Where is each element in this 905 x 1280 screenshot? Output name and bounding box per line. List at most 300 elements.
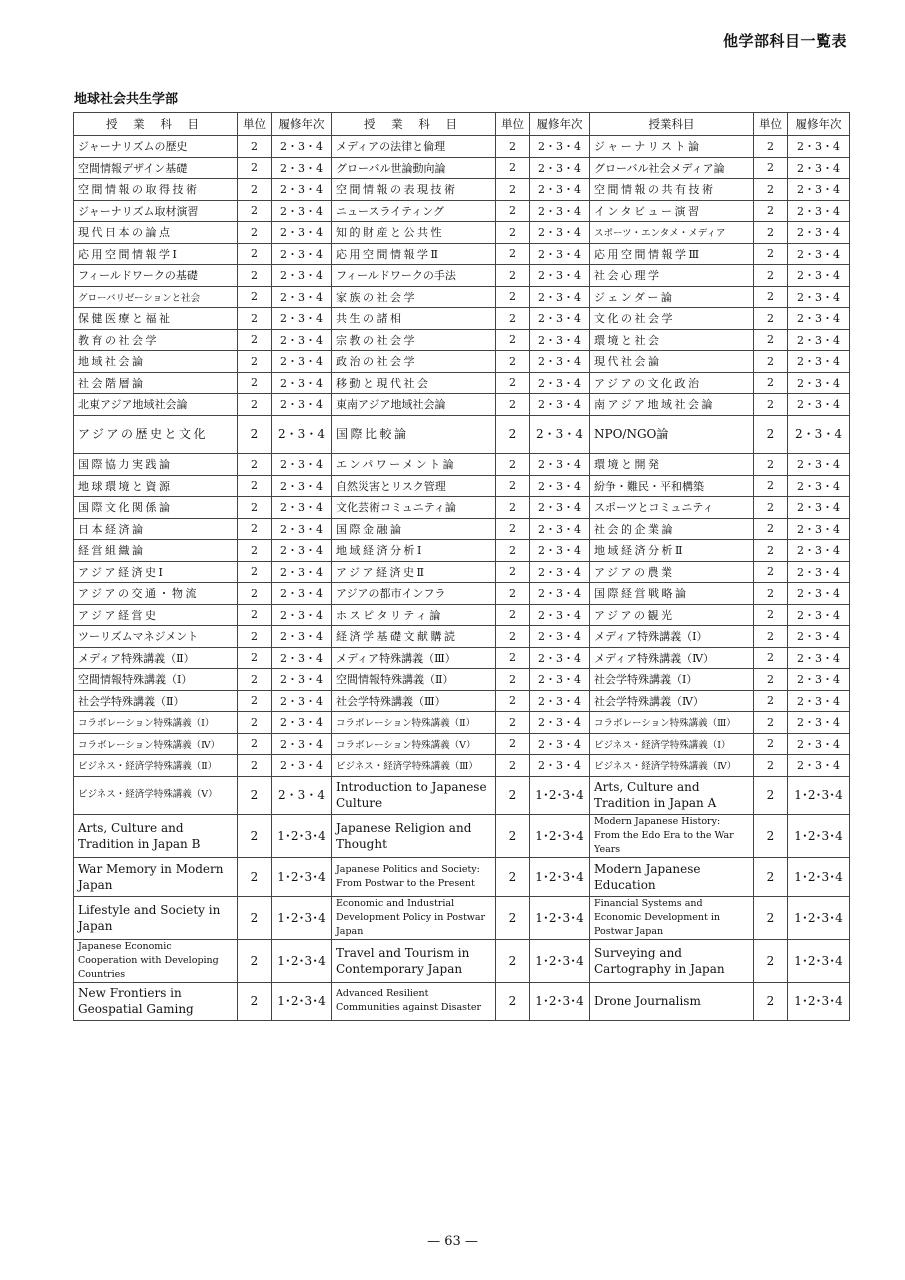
course-units-cell: 2 [238,200,272,222]
course-units-cell: 2 [754,454,788,476]
course-units-cell: 2 [496,858,530,897]
course-units-cell: 2 [238,896,272,939]
header-subject: 授業科目 [590,113,754,136]
course-name-cell: 南アジア地域社会論 [590,394,754,416]
course-units-cell: 2 [238,540,272,562]
header-year: 履修年次 [788,113,850,136]
course-name-cell: 文化の社会学 [590,308,754,330]
course-units-cell: 2 [754,308,788,330]
course-year-cell: 2・3・4 [788,265,850,287]
course-name-cell: 空間情報デザイン基礎 [74,157,238,179]
course-units-cell: 2 [754,222,788,244]
course-name-cell: 応用空間情報学Ⅰ [74,243,238,265]
course-name-cell: ホスピタリティ論 [332,604,496,626]
course-year-cell: 2・3・4 [272,265,332,287]
course-name-cell: ツーリズムマネジメント [74,626,238,648]
header-units: 単位 [754,113,788,136]
course-name-cell: 社会階層論 [74,372,238,394]
course-year-cell: 2・3・4 [530,454,590,476]
course-name-cell: スポーツ・エンタメ・メディア [590,222,754,244]
course-year-cell: 2・3・4 [530,604,590,626]
table-row [74,647,850,669]
course-name-cell: フィールドワークの基礎 [74,265,238,287]
course-year-cell: 2・3・4 [272,776,332,815]
course-units-cell: 2 [496,540,530,562]
course-name-cell: 空間情報特殊講義（Ⅰ） [74,669,238,691]
course-name-cell: コラボレーション特殊講義（Ⅳ） [74,733,238,755]
course-name-cell: War Memory in Modern Japan [74,858,238,897]
course-name-cell: Drone Journalism [590,982,754,1021]
course-year-cell: 2・3・4 [272,712,332,734]
course-units-cell: 2 [754,372,788,394]
course-year-cell: 2・3・4 [530,626,590,648]
course-name-cell: 社会学特殊講義（Ⅱ） [74,690,238,712]
course-units-cell: 2 [238,475,272,497]
course-units-cell: 2 [754,712,788,734]
course-year-cell: 2・3・4 [530,157,590,179]
course-year-cell: 2・3・4 [788,475,850,497]
course-name-cell: 宗教の社会学 [332,329,496,351]
table-row [74,669,850,691]
course-year-cell: 2・3・4 [272,286,332,308]
course-units-cell: 2 [496,712,530,734]
course-year-cell: 2・3・4 [788,690,850,712]
course-units-cell: 2 [238,982,272,1021]
course-units-cell: 2 [754,329,788,351]
course-units-cell: 2 [238,308,272,330]
course-name-cell: 環境と開発 [590,454,754,476]
table-row [74,604,850,626]
header-units: 単位 [238,113,272,136]
course-units-cell: 2 [496,518,530,540]
course-units-cell: 2 [238,583,272,605]
course-year-cell: 2・3・4 [788,497,850,519]
table-row [74,329,850,351]
course-units-cell: 2 [238,561,272,583]
course-units-cell: 2 [754,669,788,691]
course-units-cell: 2 [238,286,272,308]
course-year-cell: 1･2･3･4 [530,815,590,858]
course-year-cell: 2・3・4 [272,497,332,519]
course-year-cell: 2・3・4 [530,415,590,454]
course-name-cell: グローバル社会メディア論 [590,157,754,179]
course-units-cell: 2 [496,690,530,712]
course-year-cell: 2・3・4 [272,179,332,201]
course-units-cell: 2 [754,815,788,858]
course-name-cell: Modern Japanese History: From the Edo Era to the War Years [590,815,754,858]
course-name-cell: 国際比較論 [332,415,496,454]
course-name-cell: 教育の社会学 [74,329,238,351]
course-units-cell: 2 [238,669,272,691]
course-name-cell: Advanced Resilient Communities against Disaster [332,982,496,1021]
course-name-cell: 日本経済論 [74,518,238,540]
course-year-cell: 1･2･3･4 [272,982,332,1021]
course-year-cell: 2・3・4 [530,372,590,394]
course-units-cell: 2 [754,982,788,1021]
course-year-cell: 2・3・4 [272,308,332,330]
course-name-cell: 社会心理学 [590,265,754,287]
course-name-cell: 現代社会論 [590,351,754,373]
course-units-cell: 2 [754,858,788,897]
course-units-cell: 2 [496,157,530,179]
course-name-cell: 共生の諸相 [332,308,496,330]
course-name-cell: 地球環境と資源 [74,475,238,497]
course-units-cell: 2 [238,776,272,815]
course-year-cell: 2・3・4 [530,329,590,351]
course-year-cell: 2・3・4 [530,561,590,583]
course-units-cell: 2 [496,561,530,583]
course-year-cell: 2・3・4 [788,222,850,244]
course-year-cell: 2・3・4 [530,497,590,519]
page-number: — 63 — [427,1234,478,1249]
course-year-cell: 2・3・4 [272,200,332,222]
table-row [74,351,850,373]
course-units-cell: 2 [238,136,272,158]
course-year-cell: 2・3・4 [272,222,332,244]
table-row [74,561,850,583]
course-name-cell: メディア特殊講義（Ⅱ） [74,647,238,669]
course-units-cell: 2 [496,136,530,158]
course-name-cell: Arts, Culture and Tradition in Japan B [74,815,238,858]
course-year-cell: 2・3・4 [788,136,850,158]
course-name-cell: Travel and Tourism in Contemporary Japan [332,939,496,982]
course-name-cell: ビジネス・経済学特殊講義（Ⅴ） [74,776,238,815]
course-units-cell: 2 [496,896,530,939]
course-year-cell: 2・3・4 [530,179,590,201]
course-name-cell: コラボレーション特殊講義（Ⅲ） [590,712,754,734]
course-name-cell: 現代日本の論点 [74,222,238,244]
course-name-cell: アジアの文化政治 [590,372,754,394]
course-name-cell: 空間情報の表現技術 [332,179,496,201]
course-year-cell: 2・3・4 [530,733,590,755]
course-name-cell: ジャーナリズムの歴史 [74,136,238,158]
course-year-cell: 2・3・4 [788,308,850,330]
course-year-cell: 1･2･3･4 [788,815,850,858]
course-name-cell: メディアの法律と倫理 [332,136,496,158]
course-units-cell: 2 [496,200,530,222]
course-name-cell: エンパワーメント論 [332,454,496,476]
course-year-cell: 2・3・4 [788,583,850,605]
course-name-cell: 政治の社会学 [332,351,496,373]
course-year-cell: 2・3・4 [272,755,332,777]
course-units-cell: 2 [496,243,530,265]
course-name-cell: 応用空間情報学Ⅱ [332,243,496,265]
course-units-cell: 2 [238,604,272,626]
table-row [74,755,850,777]
faculty-section-title: 地球社会共生学部 [74,92,179,107]
course-year-cell: 2・3・4 [530,265,590,287]
course-units-cell: 2 [238,454,272,476]
course-units-cell: 2 [238,647,272,669]
course-name-cell: 社会学特殊講義（Ⅰ） [590,669,754,691]
course-units-cell: 2 [238,394,272,416]
course-units-cell: 2 [496,222,530,244]
course-year-cell: 2・3・4 [272,669,332,691]
course-year-cell: 1･2･3･4 [530,896,590,939]
course-units-cell: 2 [754,776,788,815]
course-name-cell: 知的財産と公共性 [332,222,496,244]
course-name-cell: Japanese Economic Cooperation with Developing Countries [74,939,238,982]
header-subject: 授 業 科 目 [332,113,496,136]
course-units-cell: 2 [496,415,530,454]
course-units-cell: 2 [496,669,530,691]
course-year-cell: 2・3・4 [788,372,850,394]
course-name-cell: 北東アジア地域社会論 [74,394,238,416]
course-name-cell: NPO/NGO論 [590,415,754,454]
course-units-cell: 2 [754,604,788,626]
course-name-cell: 経済学基礎文献購読 [332,626,496,648]
course-units-cell: 2 [496,179,530,201]
course-name-cell: ビジネス・経済学特殊講義（Ⅲ） [332,755,496,777]
course-name-cell: 環境と社会 [590,329,754,351]
course-year-cell: 1･2･3･4 [530,939,590,982]
course-year-cell: 2・3・4 [272,604,332,626]
course-year-cell: 1･2･3･4 [272,939,332,982]
course-year-cell: 2・3・4 [788,626,850,648]
course-units-cell: 2 [754,286,788,308]
table-row [74,712,850,734]
course-name-cell: Economic and Industrial Development Policy in Postwar Japan [332,896,496,939]
course-units-cell: 2 [496,497,530,519]
course-units-cell: 2 [496,626,530,648]
course-units-cell: 2 [238,712,272,734]
course-name-cell: Surveying and Cartography in Japan [590,939,754,982]
course-year-cell: 2・3・4 [788,733,850,755]
course-units-cell: 2 [496,308,530,330]
course-units-cell: 2 [754,540,788,562]
course-year-cell: 2・3・4 [530,755,590,777]
course-units-cell: 2 [238,415,272,454]
course-name-cell: Financial Systems and Economic Development in Postwar Japan [590,896,754,939]
course-year-cell: 2・3・4 [788,179,850,201]
course-name-cell: アジアの交通・物流 [74,583,238,605]
header-year: 履修年次 [272,113,332,136]
course-units-cell: 2 [496,982,530,1021]
header-units: 単位 [496,113,530,136]
course-year-cell: 2・3・4 [272,454,332,476]
course-units-cell: 2 [754,136,788,158]
table-row [74,243,850,265]
table-row [74,540,850,562]
course-units-cell: 2 [496,286,530,308]
course-year-cell: 2・3・4 [788,669,850,691]
course-name-cell: アジアの観光 [590,604,754,626]
course-name-cell: グローバル世論動向論 [332,157,496,179]
course-units-cell: 2 [754,497,788,519]
course-units-cell: 2 [238,690,272,712]
course-name-cell: フィールドワークの手法 [332,265,496,287]
course-year-cell: 2・3・4 [272,372,332,394]
course-year-cell: 1･2･3･4 [272,896,332,939]
table-row [74,626,850,648]
course-name-cell: 国際金融論 [332,518,496,540]
course-units-cell: 2 [496,733,530,755]
course-name-cell: 社会学特殊講義（Ⅳ） [590,690,754,712]
course-name-cell: ジャーナリスト論 [590,136,754,158]
course-units-cell: 2 [754,690,788,712]
course-year-cell: 1･2･3･4 [530,776,590,815]
course-year-cell: 1･2･3･4 [788,982,850,1021]
course-name-cell: アジア経済史Ⅰ [74,561,238,583]
course-year-cell: 1･2･3･4 [272,858,332,897]
course-units-cell: 2 [754,755,788,777]
course-name-cell: Arts, Culture and Tradition in Japan A [590,776,754,815]
course-units-cell: 2 [754,626,788,648]
course-year-cell: 2・3・4 [272,690,332,712]
course-name-cell: アジアの都市インフラ [332,583,496,605]
course-units-cell: 2 [238,755,272,777]
course-units-cell: 2 [496,776,530,815]
course-units-cell: 2 [496,475,530,497]
course-year-cell: 2・3・4 [272,626,332,648]
course-name-cell: メディア特殊講義（Ⅰ） [590,626,754,648]
course-name-cell: 地域社会論 [74,351,238,373]
course-name-cell: 国際文化関係論 [74,497,238,519]
course-units-cell: 2 [496,939,530,982]
course-year-cell: 2・3・4 [272,733,332,755]
course-units-cell: 2 [496,394,530,416]
table-row [74,733,850,755]
course-units-cell: 2 [238,497,272,519]
course-units-cell: 2 [496,265,530,287]
course-year-cell: 2・3・4 [788,518,850,540]
course-name-cell: 応用空間情報学Ⅲ [590,243,754,265]
course-units-cell: 2 [754,157,788,179]
course-name-cell: アジア経営史 [74,604,238,626]
course-year-cell: 2・3・4 [788,454,850,476]
course-year-cell: 2・3・4 [530,712,590,734]
course-units-cell: 2 [238,858,272,897]
course-year-cell: 1･2･3･4 [788,858,850,897]
course-year-cell: 2・3・4 [788,712,850,734]
course-name-cell: グローバリゼーションと社会 [74,286,238,308]
course-name-cell: 地域経済分析Ⅱ [590,540,754,562]
course-year-cell: 2・3・4 [788,157,850,179]
course-year-cell: 1･2･3･4 [530,858,590,897]
course-name-cell: スポーツとコミュニティ [590,497,754,519]
table-row [74,497,850,519]
course-year-cell: 2・3・4 [530,351,590,373]
course-units-cell: 2 [238,733,272,755]
course-year-cell: 2・3・4 [788,755,850,777]
course-units-cell: 2 [238,372,272,394]
course-name-cell: 東南アジア地域社会論 [332,394,496,416]
table-row [74,518,850,540]
course-year-cell: 2・3・4 [530,583,590,605]
course-units-cell: 2 [238,157,272,179]
table-row [74,939,850,982]
course-units-cell: 2 [754,415,788,454]
course-name-cell: 家族の社会学 [332,286,496,308]
course-name-cell: 経営組織論 [74,540,238,562]
course-year-cell: 1･2･3･4 [272,815,332,858]
course-year-cell: 2・3・4 [272,351,332,373]
course-name-cell: アジアの歴史と文化 [74,415,238,454]
course-year-cell: 2・3・4 [530,647,590,669]
course-units-cell: 2 [238,179,272,201]
course-name-cell: アジアの農業 [590,561,754,583]
course-year-cell: 2・3・4 [272,475,332,497]
course-units-cell: 2 [496,604,530,626]
course-name-cell: 空間情報特殊講義（Ⅱ） [332,669,496,691]
page-header-title: 他学部科目一覧表 [722,32,847,50]
course-year-cell: 2・3・4 [272,136,332,158]
course-name-cell: コラボレーション特殊講義（Ⅴ） [332,733,496,755]
header-year: 履修年次 [530,113,590,136]
course-name-cell: 自然災害とリスク管理 [332,475,496,497]
course-year-cell: 2・3・4 [530,200,590,222]
course-year-cell: 2・3・4 [788,351,850,373]
course-units-cell: 2 [496,351,530,373]
course-year-cell: 2・3・4 [272,518,332,540]
course-units-cell: 2 [754,394,788,416]
course-year-cell: 2・3・4 [272,415,332,454]
course-units-cell: 2 [238,351,272,373]
course-table [73,112,850,1021]
course-year-cell: 2・3・4 [530,690,590,712]
course-units-cell: 2 [754,939,788,982]
table-row [74,394,850,416]
course-name-cell: インタビュー演習 [590,200,754,222]
table-row [74,583,850,605]
course-year-cell: 2・3・4 [788,286,850,308]
course-units-cell: 2 [754,351,788,373]
course-units-cell: 2 [238,815,272,858]
course-name-cell: 保健医療と福祉 [74,308,238,330]
course-name-cell: ビジネス・経済学特殊講義（Ⅳ） [590,755,754,777]
course-units-cell: 2 [754,179,788,201]
course-units-cell: 2 [754,200,788,222]
course-name-cell: 移動と現代社会 [332,372,496,394]
course-name-cell: ジャーナリズム取材演習 [74,200,238,222]
course-name-cell: 社会学特殊講義（Ⅲ） [332,690,496,712]
course-name-cell: アジア経済史Ⅱ [332,561,496,583]
course-units-cell: 2 [496,454,530,476]
course-year-cell: 2・3・4 [788,394,850,416]
course-year-cell: 2・3・4 [530,540,590,562]
course-year-cell: 2・3・4 [788,243,850,265]
course-units-cell: 2 [496,815,530,858]
course-units-cell: 2 [754,243,788,265]
course-year-cell: 2・3・4 [788,540,850,562]
course-units-cell: 2 [238,265,272,287]
course-name-cell: 文化芸術コミュニティ論 [332,497,496,519]
course-name-cell: メディア特殊講義（Ⅲ） [332,647,496,669]
table-row [74,308,850,330]
course-units-cell: 2 [754,733,788,755]
course-units-cell: 2 [754,265,788,287]
table-row [74,858,850,897]
course-name-cell: コラボレーション特殊講義（Ⅱ） [332,712,496,734]
table-row [74,265,850,287]
table-row [74,200,850,222]
course-year-cell: 2・3・4 [530,475,590,497]
course-units-cell: 2 [496,583,530,605]
table-row [74,157,850,179]
course-year-cell: 2・3・4 [788,647,850,669]
course-name-cell: 空間情報の取得技術 [74,179,238,201]
course-year-cell: 2・3・4 [272,561,332,583]
course-year-cell: 2・3・4 [530,518,590,540]
table-row [74,690,850,712]
table-header-row [74,113,850,136]
table-row [74,415,850,454]
course-year-cell: 2・3・4 [530,308,590,330]
header-subject: 授 業 科 目 [74,113,238,136]
course-name-cell: 国際経営戦略論 [590,583,754,605]
course-name-cell: ニュースライティング [332,200,496,222]
table-row [74,896,850,939]
